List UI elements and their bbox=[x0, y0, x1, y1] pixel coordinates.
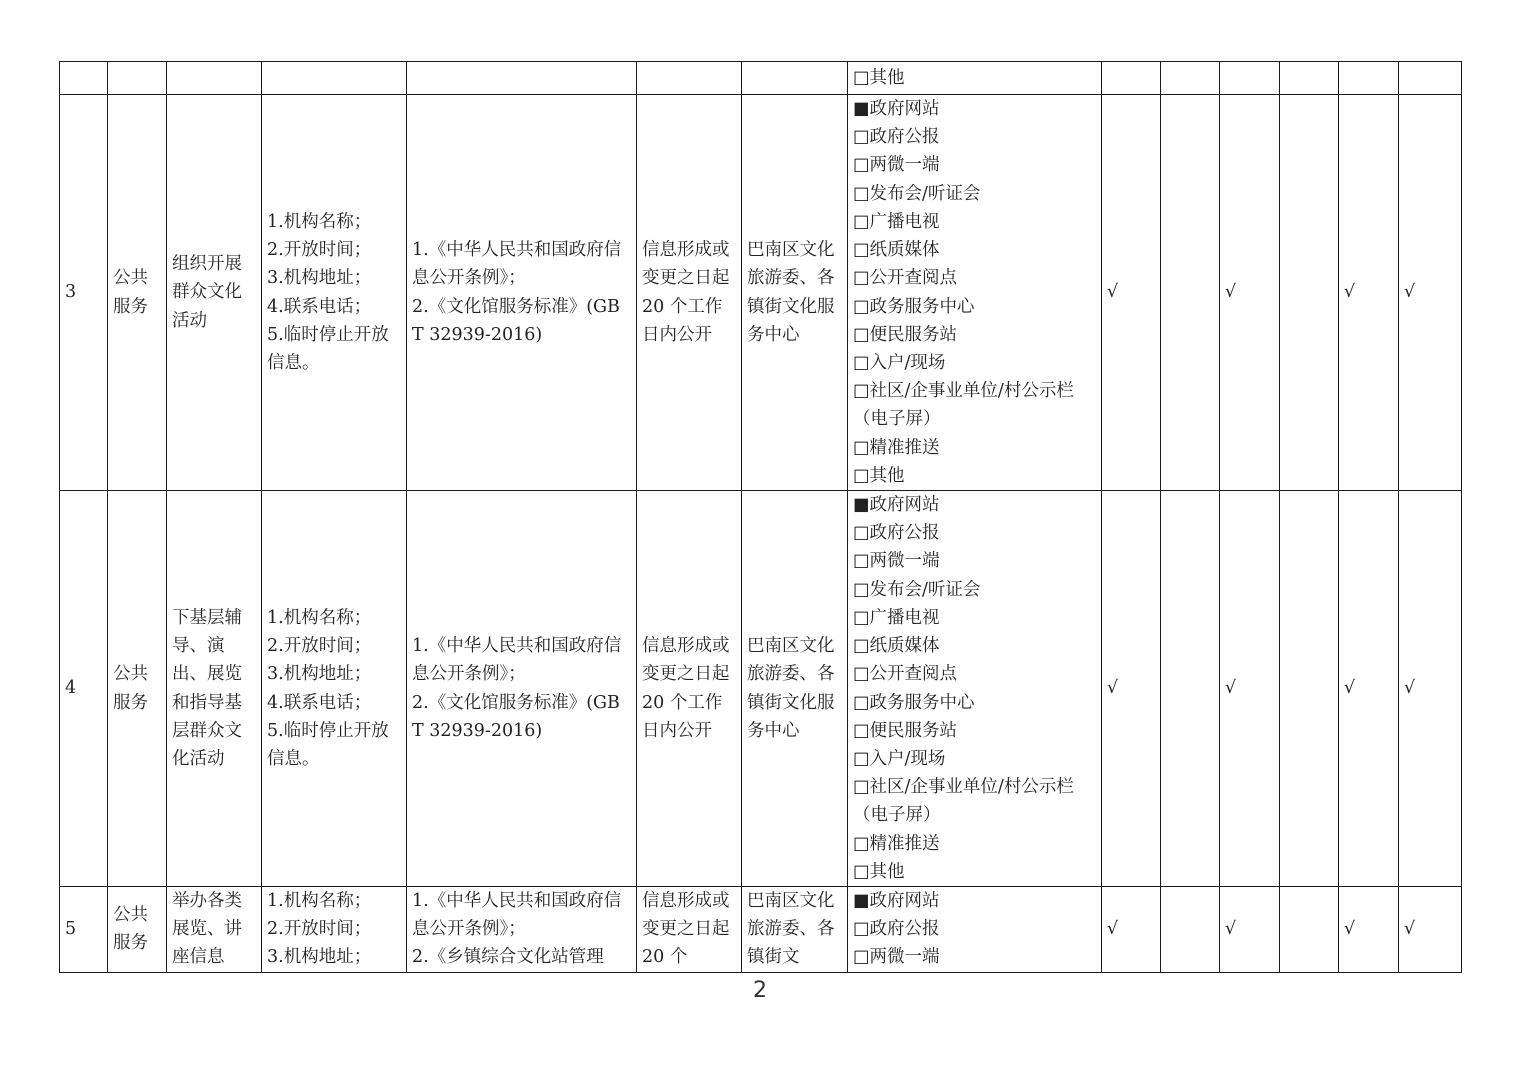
channel-item: □公开查阅点 bbox=[853, 268, 958, 289]
content-line: 2.开放时间； bbox=[267, 240, 372, 261]
content-line: 1.机构名称； bbox=[267, 891, 372, 911]
check-mark bbox=[1280, 491, 1339, 887]
check-mark: √ bbox=[1399, 95, 1462, 491]
channel-cell bbox=[848, 62, 1102, 95]
item-cell: 下基层辅导、演出、展览和指导基层群众文化活动 bbox=[167, 491, 262, 887]
channel-item: ■政府网站 bbox=[853, 99, 940, 120]
item-cell: 举办各类展览、讲座信息 bbox=[167, 887, 262, 973]
check-mark: √ bbox=[1220, 491, 1280, 887]
content-line: 1.机构名称； bbox=[267, 211, 372, 232]
channel-item: □其他 bbox=[853, 861, 905, 882]
channel-item: □发布会/听证会 bbox=[853, 579, 981, 600]
channel-item: ■政府网站 bbox=[853, 495, 940, 516]
channel-item: □两微一端 bbox=[853, 551, 940, 572]
table-row bbox=[60, 62, 1462, 95]
category-cell: 公共服务 bbox=[108, 887, 167, 973]
subject-cell: 巴南区文化旅游委、各镇街文化服务中心 bbox=[742, 491, 848, 887]
check-mark: √ bbox=[1220, 887, 1280, 973]
channel-item: □两微一端 bbox=[853, 155, 940, 176]
channel-cell bbox=[848, 887, 1102, 973]
content-line: 3.机构地址； bbox=[267, 664, 372, 685]
content-line: 2.开放时间； bbox=[267, 919, 372, 940]
content-line: 2.开放时间； bbox=[267, 636, 372, 657]
content-line: 3.机构地址； bbox=[267, 268, 372, 289]
content-cell bbox=[262, 491, 407, 887]
content-line: 1.机构名称； bbox=[267, 607, 372, 628]
basis-cell bbox=[407, 491, 637, 887]
check-mark: √ bbox=[1102, 95, 1161, 491]
channel-item: □政府公报 bbox=[853, 127, 940, 148]
check-mark: √ bbox=[1339, 95, 1399, 491]
channel-item: □两微一端 bbox=[853, 947, 940, 968]
table-row bbox=[60, 887, 1462, 973]
disclosure-table bbox=[59, 61, 1462, 973]
category-cell: 公共服务 bbox=[108, 95, 167, 491]
channel-item: □精准推送 bbox=[853, 833, 940, 854]
check-mark bbox=[1161, 491, 1220, 887]
channel-item: □便民服务站 bbox=[853, 324, 958, 345]
channel-item: ■政府网站 bbox=[853, 891, 940, 911]
channel-item: □便民服务站 bbox=[853, 720, 958, 741]
time-limit-cell: 信息形成或变更之日起 20 个工作日内公开 bbox=[637, 95, 742, 491]
channel-item: □社区/企事业单位/村公示栏（电子屏） bbox=[853, 777, 1074, 826]
basis-line: 1.《中华人民共和国政府信息公开条例》； bbox=[412, 891, 622, 940]
channel-item: □纸质媒体 bbox=[853, 240, 940, 261]
check-mark: √ bbox=[1399, 491, 1462, 887]
item-cell: 组织开展群众文化活动 bbox=[167, 95, 262, 491]
content-line: 5.临时停止开放信息。 bbox=[267, 720, 389, 769]
check-mark: √ bbox=[1220, 95, 1280, 491]
check-mark: √ bbox=[1102, 491, 1161, 887]
subject-cell: 巴南区文化旅游委、各镇街文 bbox=[742, 887, 848, 973]
basis-line: 1.《中华人民共和国政府信息公开条例》； bbox=[412, 636, 622, 685]
check-mark bbox=[1161, 887, 1220, 973]
check-mark: √ bbox=[1399, 887, 1462, 973]
content-line: 4.联系电话； bbox=[267, 296, 372, 317]
channel-item: □其他 bbox=[853, 67, 905, 88]
check-mark bbox=[1161, 95, 1220, 491]
row-index: 5 bbox=[60, 887, 108, 973]
content-line: 3.机构地址； bbox=[267, 947, 372, 968]
basis-line: 2.《文化馆服务标准》(GB T 32939-2016) bbox=[412, 692, 620, 741]
check-mark: √ bbox=[1339, 491, 1399, 887]
channel-item: □入户/现场 bbox=[853, 352, 946, 373]
channel-cell bbox=[848, 95, 1102, 491]
basis-cell bbox=[407, 887, 637, 973]
channel-item: □公开查阅点 bbox=[853, 664, 958, 685]
subject-cell: 巴南区文化旅游委、各镇街文化服务中心 bbox=[742, 95, 848, 491]
channel-item: □社区/企事业单位/村公示栏（电子屏） bbox=[853, 381, 1074, 430]
channel-item: □政府公报 bbox=[853, 523, 940, 544]
row-index: 4 bbox=[60, 491, 108, 887]
table-row bbox=[60, 491, 1462, 887]
channel-item: □其他 bbox=[853, 465, 905, 486]
basis-cell bbox=[407, 95, 637, 491]
table-row bbox=[60, 95, 1462, 491]
basis-line: 2.《乡镇综合文化站管理 bbox=[412, 947, 604, 968]
content-line: 4.联系电话； bbox=[267, 692, 372, 713]
basis-line: 1.《中华人民共和国政府信息公开条例》； bbox=[412, 240, 622, 289]
category-cell: 公共服务 bbox=[108, 491, 167, 887]
time-limit-cell: 信息形成或变更之日起 20 个 bbox=[637, 887, 742, 973]
channel-item: □广播电视 bbox=[853, 211, 940, 232]
channel-item: □发布会/听证会 bbox=[853, 183, 981, 204]
content-cell bbox=[262, 95, 407, 491]
channel-item: □精准推送 bbox=[853, 437, 940, 458]
check-mark bbox=[1280, 95, 1339, 491]
channel-cell bbox=[848, 491, 1102, 887]
page-number: 2 bbox=[753, 978, 767, 1003]
content-cell bbox=[262, 887, 407, 973]
content-line: 5.临时停止开放信息。 bbox=[267, 324, 389, 373]
basis-line: 2.《文化馆服务标准》(GB T 32939-2016) bbox=[412, 296, 620, 345]
time-limit-cell: 信息形成或变更之日起 20 个工作日内公开 bbox=[637, 491, 742, 887]
channel-item: □广播电视 bbox=[853, 607, 940, 628]
channel-item: □政务服务中心 bbox=[853, 692, 975, 713]
check-mark: √ bbox=[1102, 887, 1161, 973]
channel-item: □政务服务中心 bbox=[853, 296, 975, 317]
row-index: 3 bbox=[60, 95, 108, 491]
channel-item: □入户/现场 bbox=[853, 748, 946, 769]
channel-item: □纸质媒体 bbox=[853, 636, 940, 657]
check-mark bbox=[1280, 887, 1339, 973]
check-mark: √ bbox=[1339, 887, 1399, 973]
channel-item: □政府公报 bbox=[853, 919, 940, 940]
